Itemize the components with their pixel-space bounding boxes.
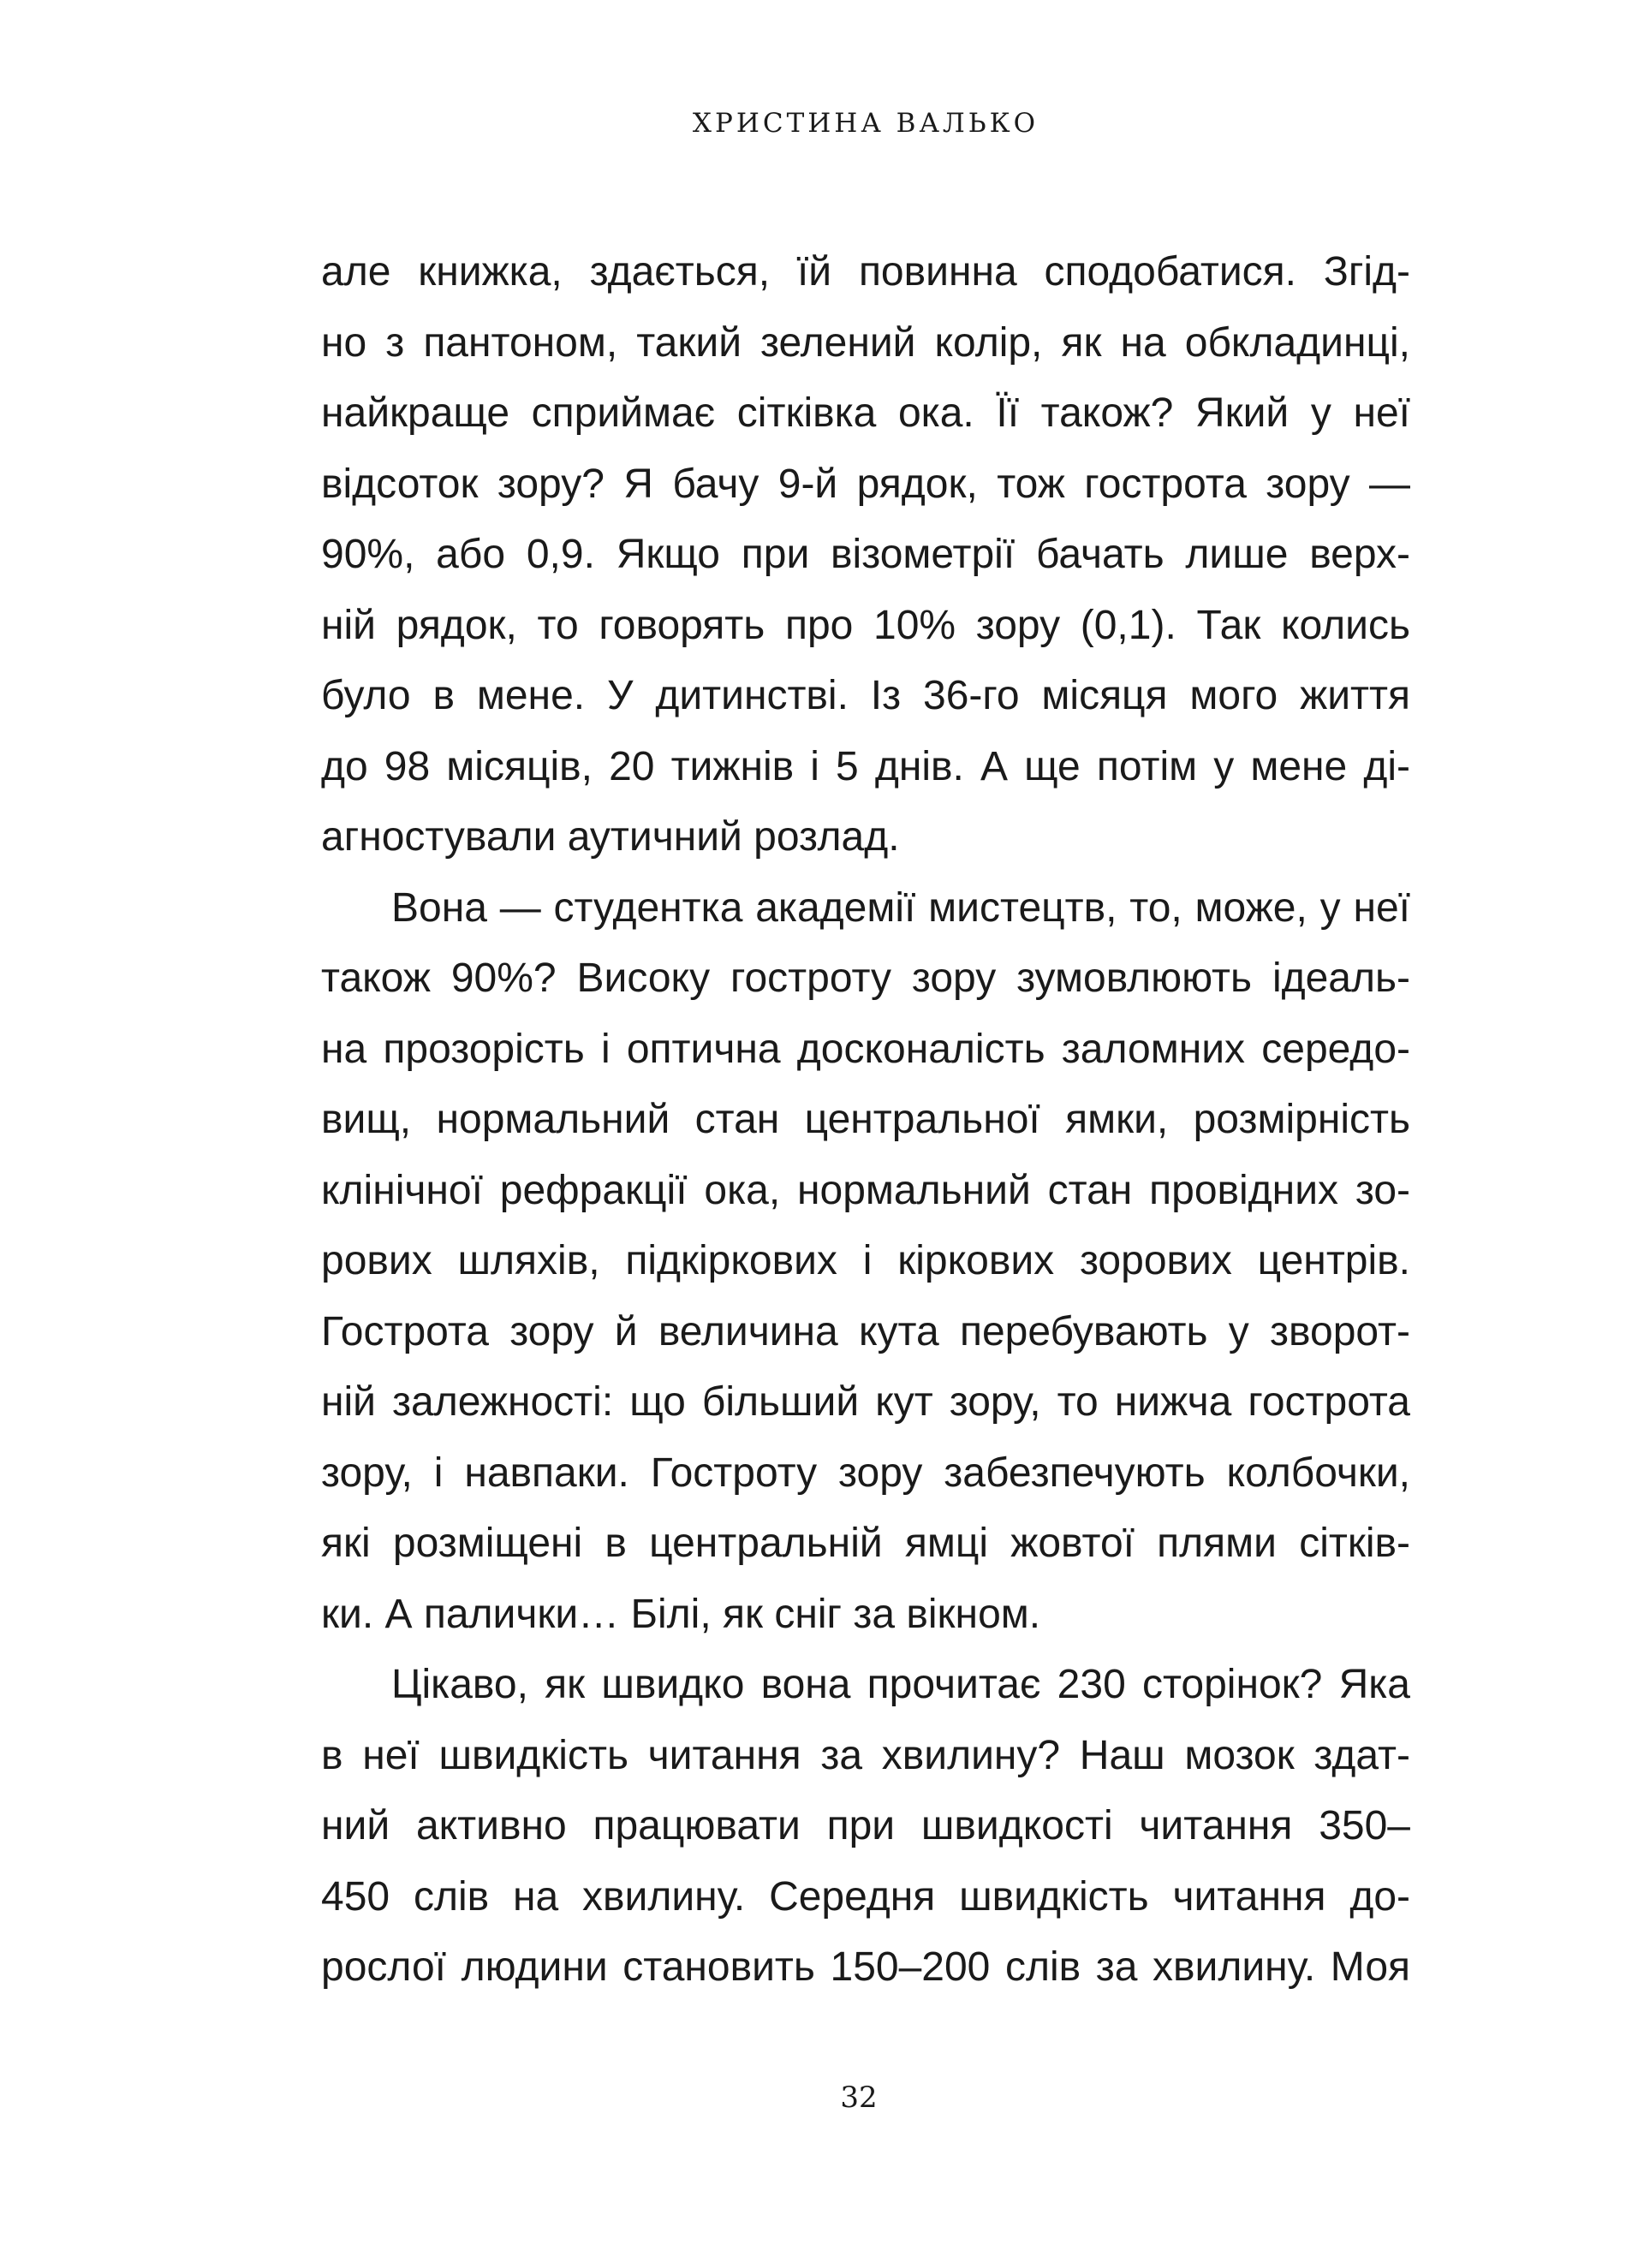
text-line: 450 слів на хвилину. Середня швидкість читання до- bbox=[321, 1873, 1410, 1920]
page-number: 32 bbox=[840, 2080, 878, 2115]
text-line: ки. А палички… Білі, як сніг за вікном. bbox=[321, 1591, 1041, 1637]
text-line: рослої людини становить 150–200 слів за хвилину. Моя bbox=[321, 1944, 1410, 1990]
text-line: які розміщені в центральній ямці жовтої плями сітків- bbox=[321, 1521, 1410, 1566]
text-line: клінічної рефракції ока, нормальний стан провідних зо- bbox=[321, 1167, 1410, 1213]
text-line: ній залежності: що більший кут зору, то нижча гострота bbox=[321, 1379, 1410, 1425]
text-line: Гострота зору й величина кута перебувають у зворот- bbox=[321, 1308, 1410, 1354]
text-line: Вона — студентка академії мистецтв, то, може, у неї bbox=[391, 884, 1410, 931]
text-line: ний активно працювати при швидкості читання 350– bbox=[321, 1803, 1410, 1848]
text-line: вищ, нормальний стан центральної ямки, розмірність bbox=[321, 1097, 1410, 1142]
text-line: но з пантоном, такий зелений колір, як на обкладинці, bbox=[321, 319, 1410, 366]
text-line: також 90%? Високу гостроту зору зумовлюють ідеаль- bbox=[321, 955, 1410, 1001]
text-line: зору, і навпаки. Гостроту зору забезпечують колбочки, bbox=[321, 1449, 1410, 1496]
text-line: найкраще сприймає сітківка ока. Її також? Який у неї bbox=[321, 390, 1410, 436]
text-line: ній рядок, то говорять про 10% зору (0,1). Так колись bbox=[321, 602, 1410, 648]
body-text bbox=[321, 237, 1410, 2003]
text-line: в неї швидкість читання за хвилину? Наш мозок здат- bbox=[321, 1732, 1410, 1778]
text-line: відсоток зору? Я бачу 9-й рядок, тож гострота зору — bbox=[321, 461, 1410, 507]
text-line: рових шляхів, підкіркових і кіркових зорових центрів. bbox=[321, 1238, 1410, 1283]
text-line: на прозорість і оптична досконалість заломних середо- bbox=[321, 1026, 1410, 1072]
text-line: агностували аутичний розлад. bbox=[321, 814, 900, 860]
text-line: але книжка, здається, їй повинна сподобатися. Згід- bbox=[321, 249, 1410, 295]
running-header: ХРИСТИНА ВАЛЬКО bbox=[692, 108, 1039, 139]
text-line: до 98 місяців, 20 тижнів і 5 днів. А ще потім у мене ді- bbox=[321, 743, 1410, 789]
text-line: 90%, або 0,9. Якщо при візометрії бачать лише верх- bbox=[321, 532, 1410, 577]
text-line: Цікаво, як швидко вона прочитає 230 сторінок? Яка bbox=[391, 1662, 1410, 1707]
text-line: було в мене. У дитинстві. Із 36-го місяця мого життя bbox=[321, 673, 1410, 718]
